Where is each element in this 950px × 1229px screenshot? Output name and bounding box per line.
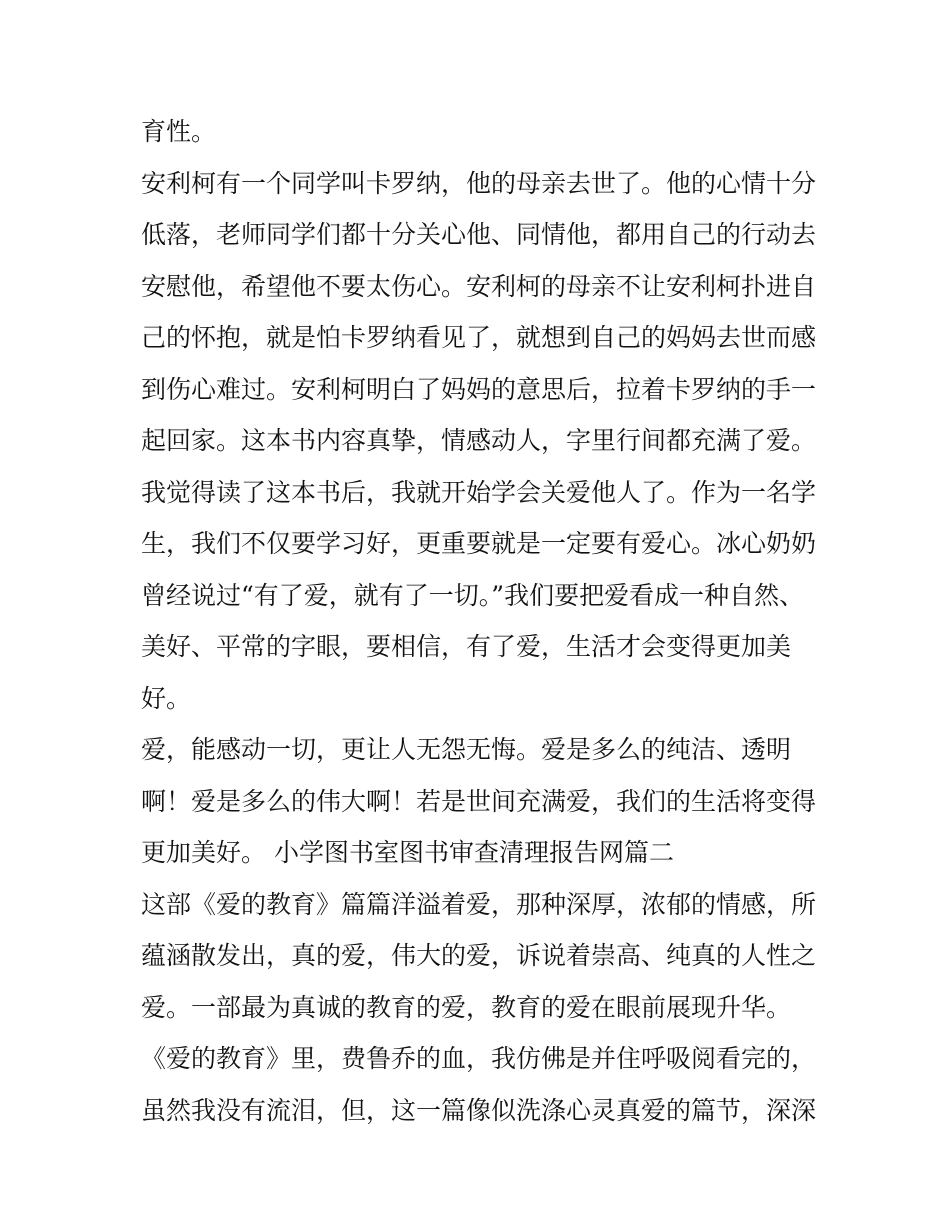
text-line: 安慰他，希望他不要太伤心。安利柯的母亲不让安利柯扑进自	[141, 271, 817, 301]
text-line: 蕴涵散发出，真的爱，伟大的爱，诉说着崇高、纯真的人性之	[141, 941, 817, 970]
text-line: 安利柯有一个同学叫卡罗纳，他的母亲去世了。他的心情十分	[141, 168, 817, 198]
text-line: 育性。	[141, 117, 217, 146]
text-line: 虽然我没有流泪，但，这一篇像似洗涤心灵真爱的篇节，深深	[141, 1095, 817, 1125]
text-line: 《爱的教育》里，费鲁乔的血，我仿佛是并住呼吸阅看完的，	[141, 1044, 817, 1073]
text-line: 好。	[141, 683, 192, 713]
document-body	[141, 106, 817, 1136]
text-line: 美好、平常的字眼，要相信，有了爱，生活才会变得更加美	[141, 632, 792, 661]
text-line: 到伤心难过。安利柯明白了妈妈的意思后，拉着卡罗纳的手一	[141, 374, 817, 404]
text-line: 曾经说过“有了爱，就有了一切。”我们要把爱看成一种自然、	[141, 580, 805, 610]
text-line: 生，我们不仅要学习好，更重要就是一定要有爱心。冰心奶奶	[141, 529, 817, 558]
text-line: 爱。一部最为真诚的教育的爱，教育的爱在眼前展现升华。	[141, 992, 792, 1022]
text-line: 低落，老师同学们都十分关心他、同情他，都用自己的行动去	[141, 220, 817, 249]
text-line: 爱，能感动一切，更让人无怨无悔。爱是多么的纯洁、透明	[141, 735, 792, 764]
text-line: 这部《爱的教育》篇篇洋溢着爱，那种深厚，浓郁的情感，所	[141, 889, 817, 919]
text-line: 己的怀抱，就是怕卡罗纳看见了，就想到自己的妈妈去世而感	[141, 323, 817, 352]
text-line: 更加美好。 小学图书室图书审查清理报告网篇二	[141, 838, 674, 867]
text-line: 我觉得读了这本书后，我就开始学会关爱他人了。作为一名学	[141, 477, 817, 507]
text-line: 起回家。这本书内容真挚，情感动人，字里行间都充满了爱。	[141, 426, 817, 455]
text-line: 啊！爱是多么的伟大啊！若是世间充满爱，我们的生活将变得	[141, 786, 817, 816]
